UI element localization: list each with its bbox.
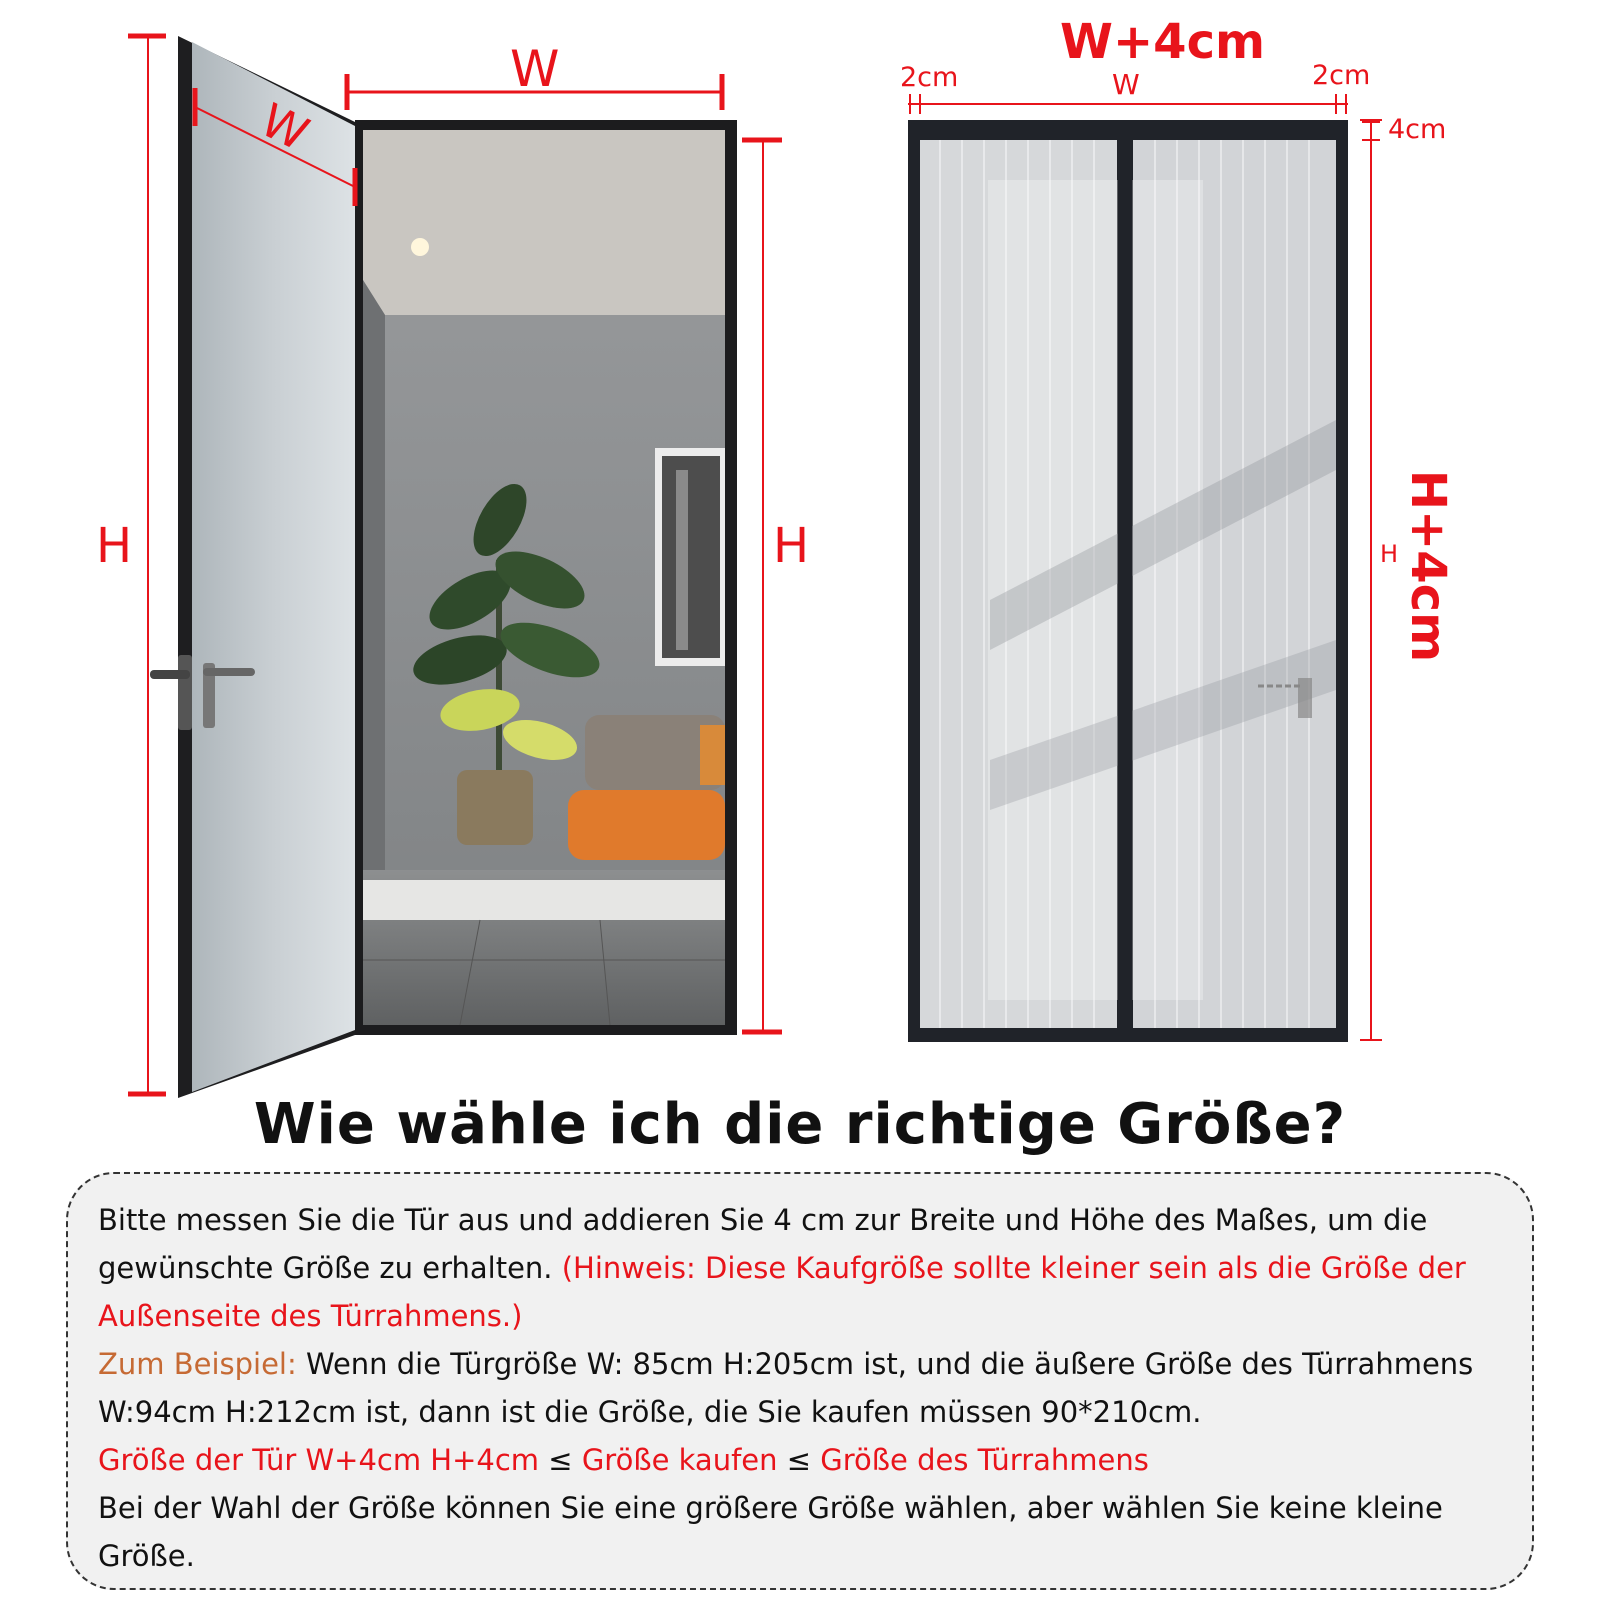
label-screen-height: H <box>1380 540 1399 568</box>
room-view <box>355 120 737 1035</box>
door-handle <box>178 655 192 730</box>
label-left-margin: 2cm <box>900 62 959 93</box>
page-title: Wie wähle ich die richtige Größe? <box>253 1092 1347 1157</box>
advice-text: Bei der Wahl der Größe können Sie eine größere Größe wählen, aber wählen Sie keine kleine Größe. <box>98 1491 1443 1573</box>
label-screen-width: W <box>1112 68 1140 101</box>
rule-purchase-size: Größe kaufen <box>581 1443 778 1477</box>
example-label: Zum Beispiel: <box>98 1347 297 1381</box>
rule-leq-symbol-2: ≤ <box>777 1443 821 1477</box>
label-door-width-top: W <box>510 40 560 98</box>
screen-illustration <box>908 120 1348 1042</box>
instruction-paragraph-example <box>98 1340 1502 1436</box>
example-text: Wenn die Türgröße W: 85cm H:205cm ist, und die äußere Größe des Türrahmens W:94cm H:212cm ist, dann ist die Größe, die Sie kaufen müssen 90*210cm. <box>98 1347 1474 1429</box>
rule-leq-symbol-1: ≤ <box>539 1443 582 1477</box>
label-door-height-right: H <box>773 518 810 574</box>
instruction-paragraph-advice <box>98 1484 1502 1580</box>
instruction-paragraph-rule <box>98 1436 1502 1484</box>
rule-frame-size: Größe des Türrahmens <box>820 1443 1149 1477</box>
label-top-margin: 4cm <box>1388 114 1447 145</box>
sofa <box>568 715 725 860</box>
label-total-width: W+4cm <box>1060 14 1266 70</box>
plant-pot <box>457 770 533 845</box>
rule-door-size: Größe der Tür W+4cm H+4cm <box>98 1443 540 1477</box>
label-right-margin: 2cm <box>1312 60 1371 91</box>
door-leaf <box>150 36 355 1098</box>
measure-note: (Hinweis: Diese Kaufgröße sollte kleiner sein als die Größe der Außenseite des Türrahmens.) <box>98 1251 1466 1333</box>
instructions-box <box>66 1172 1534 1590</box>
ceiling-light <box>411 238 429 256</box>
measure-text: Bitte messen Sie die Tür aus und addieren Sie 4 cm zur Breite und Höhe des Maßes, um die gewünschte Größe zu erhalten. <box>98 1203 1428 1285</box>
label-door-width-diagonal: W <box>252 92 318 162</box>
label-door-height-left: H <box>96 518 133 574</box>
label-total-height: H+4cm <box>1400 469 1456 663</box>
instruction-paragraph-measure <box>98 1196 1502 1340</box>
